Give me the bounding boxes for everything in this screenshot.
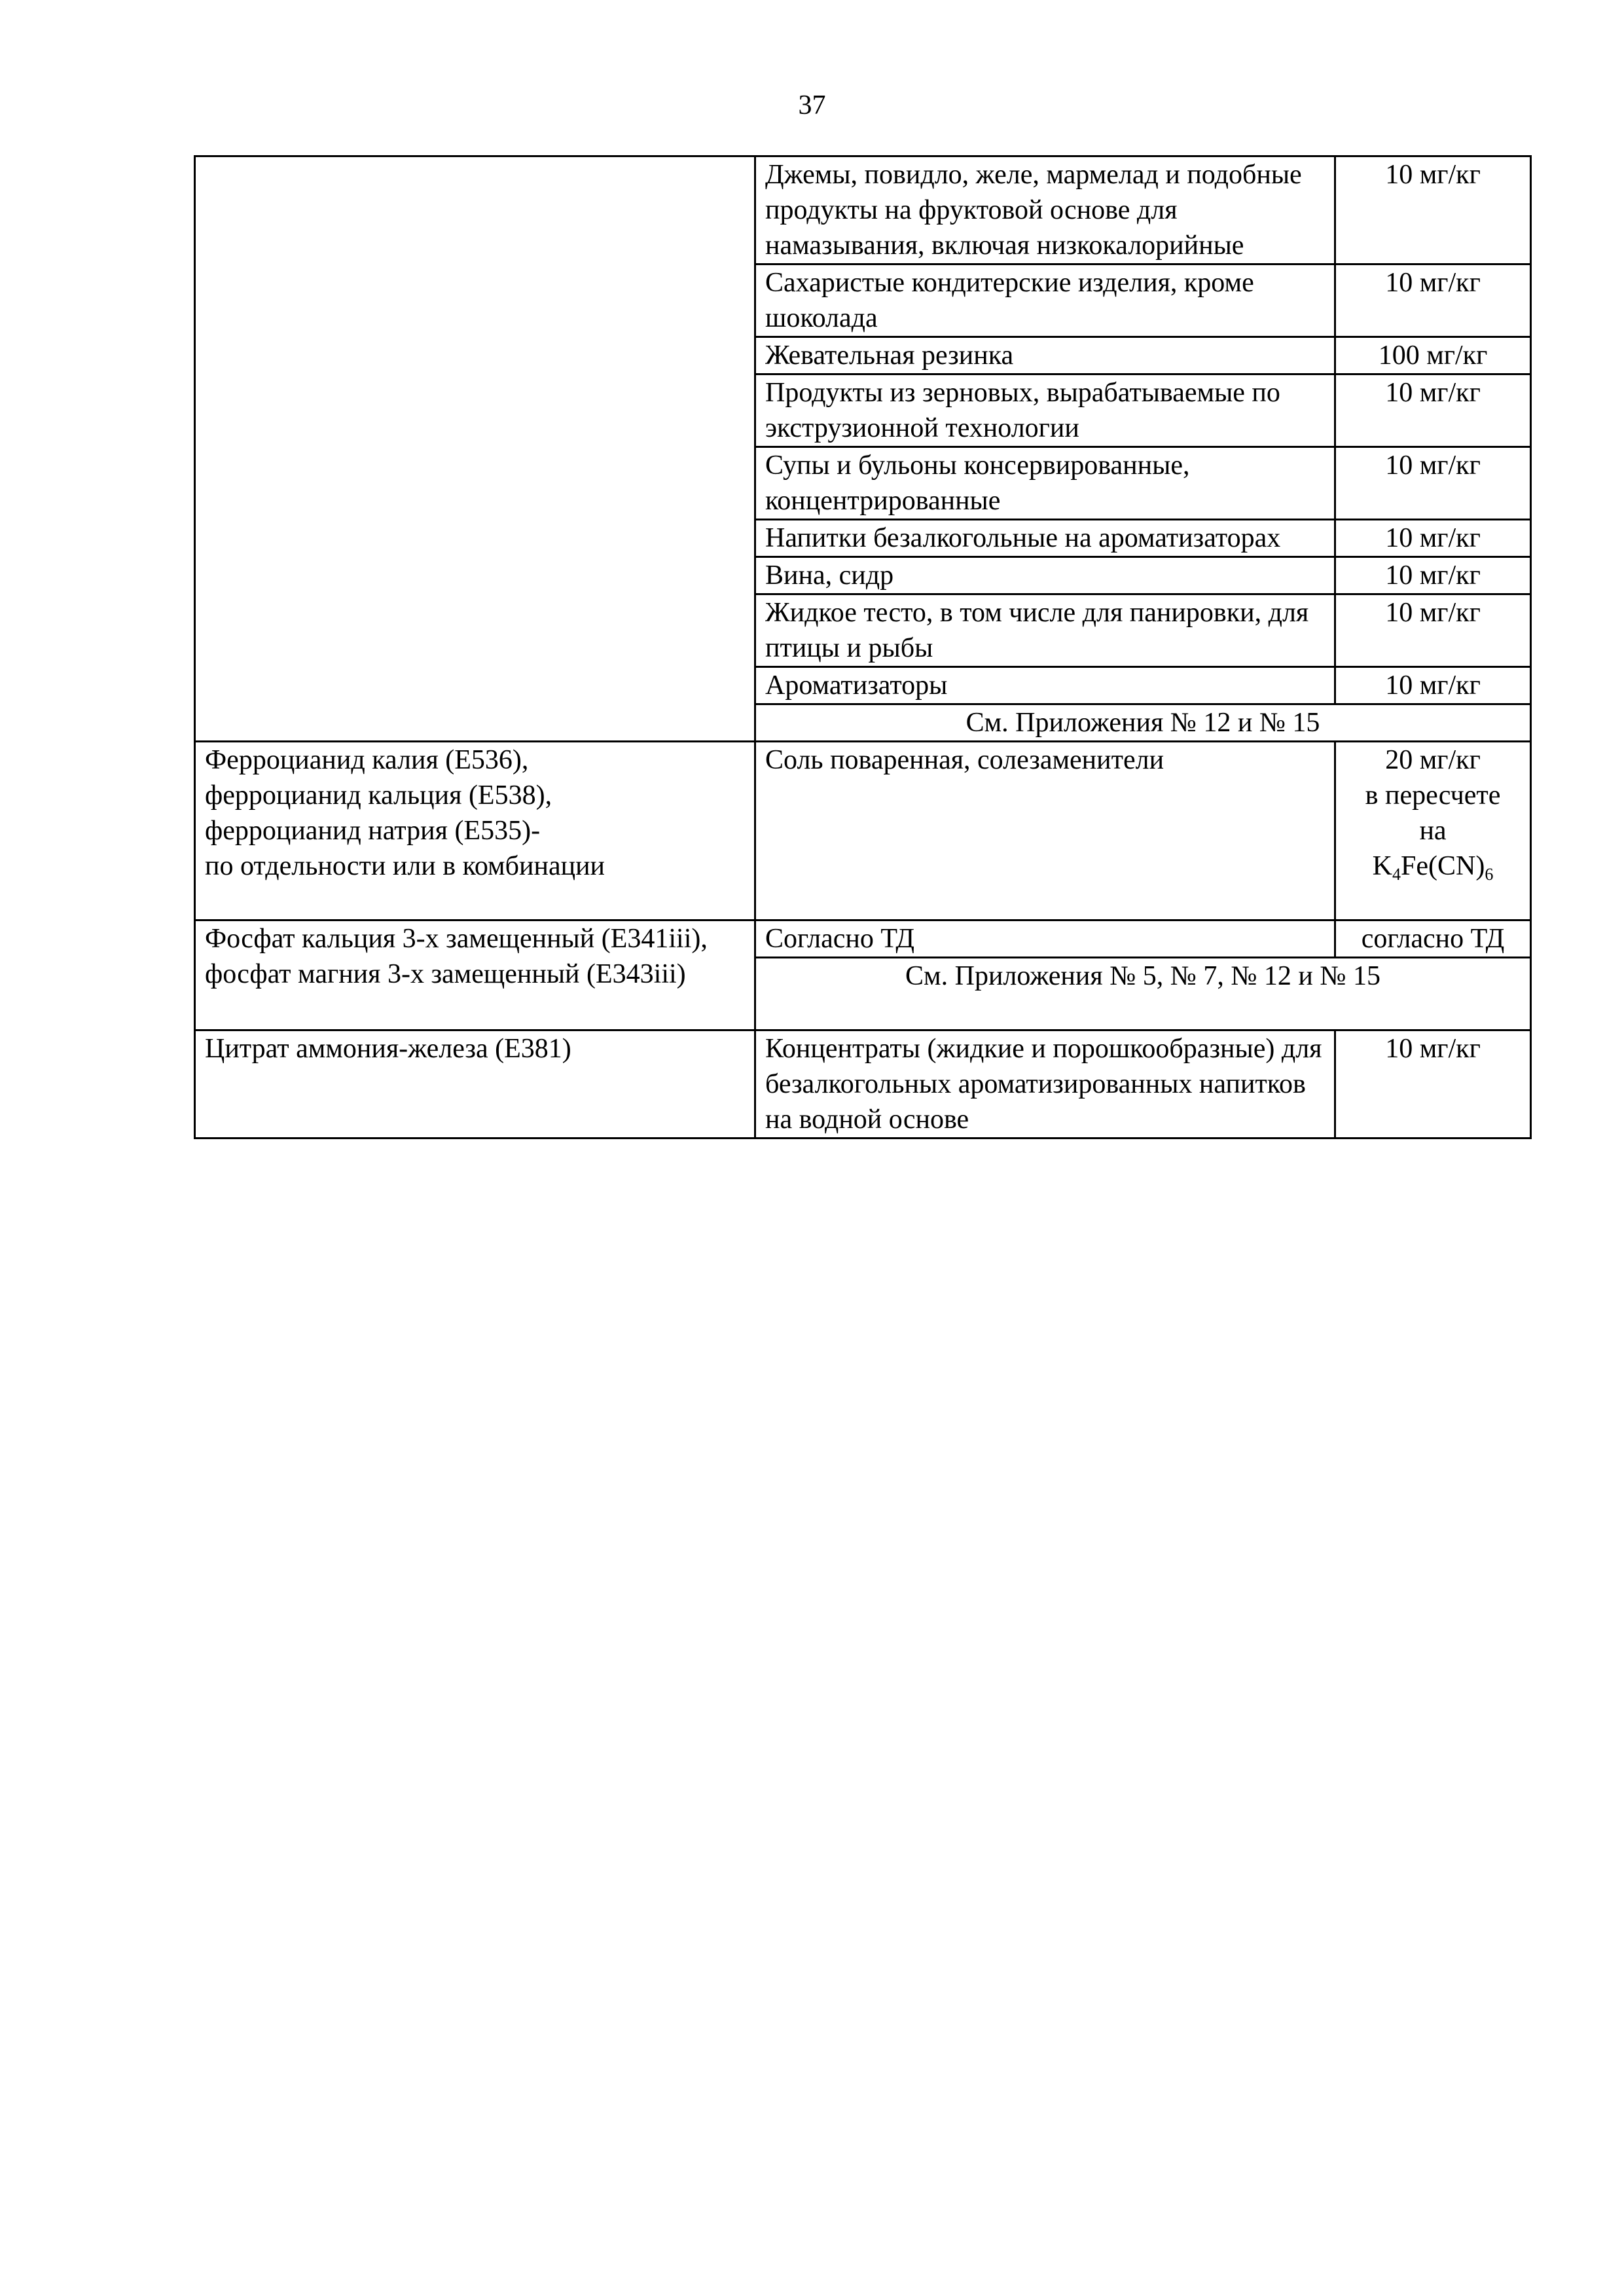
limit-cell: 10 мг/кг bbox=[1335, 667, 1531, 704]
limit-cell: 10 мг/кг bbox=[1335, 156, 1531, 264]
limit-cell: согласно ТД bbox=[1335, 920, 1531, 958]
page-number: 37 bbox=[798, 90, 826, 120]
product-cell: Джемы, повидло, желе, мармелад и подобные продукты на фруктовой основе для намазывания, включая низкокалорийные bbox=[755, 156, 1335, 264]
limit-cell: 10 мг/кг bbox=[1335, 594, 1531, 667]
substance-cell-empty bbox=[195, 156, 755, 742]
appendix-note: См. Приложения № 12 и № 15 bbox=[755, 704, 1531, 742]
product-cell: Согласно ТД bbox=[755, 920, 1335, 958]
limit-value: 20 мг/кг bbox=[1385, 745, 1481, 775]
formula-fe-cn: Fe(CN) bbox=[1401, 851, 1485, 881]
limit-cell: 10 мг/кг bbox=[1335, 374, 1531, 447]
product-cell: Жидкое тесто, в том числе для панировки, для птицы и рыбы bbox=[755, 594, 1335, 667]
limit-cell: 100 мг/кг bbox=[1335, 337, 1531, 374]
product-cell: Супы и бульоны консервированные, концентрированные bbox=[755, 447, 1335, 520]
product-cell: Продукты из зерновых, вырабатываемые по экструзионной технологии bbox=[755, 374, 1335, 447]
substance-cell: Ферроцианид калия (Е536), ферроцианид кальция (Е538), ферроцианид натрия (Е535)- по отдельности или в комбинации bbox=[195, 742, 755, 920]
limit-cell bbox=[1335, 742, 1531, 920]
product-cell: Напитки безалкогольные на ароматизаторах bbox=[755, 520, 1335, 557]
formula-cn-subscript: 6 bbox=[1485, 865, 1494, 884]
limit-cell: 10 мг/кг bbox=[1335, 557, 1531, 594]
product-cell: Соль поваренная, солезаменители bbox=[755, 742, 1335, 920]
formula bbox=[1372, 851, 1494, 884]
table-row bbox=[195, 156, 1531, 264]
product-cell: Сахаристые кондитерские изделия, кроме шоколада bbox=[755, 264, 1335, 337]
formula-k: K bbox=[1372, 851, 1392, 881]
product-cell: Жевательная резинка bbox=[755, 337, 1335, 374]
limit-conversion-on: на bbox=[1419, 816, 1447, 846]
product-cell: Ароматизаторы bbox=[755, 667, 1335, 704]
table-row bbox=[195, 742, 1531, 920]
appendix-note: См. Приложения № 5, № 7, № 12 и № 15 bbox=[755, 958, 1531, 1030]
limit-conversion: в пересчете bbox=[1365, 780, 1501, 811]
limit-cell: 10 мг/кг bbox=[1335, 1030, 1531, 1139]
limit-cell: 10 мг/кг bbox=[1335, 520, 1531, 557]
additives-table bbox=[194, 155, 1532, 1139]
substance-cell: Цитрат аммония-железа (Е381) bbox=[195, 1030, 755, 1139]
limit-cell: 10 мг/кг bbox=[1335, 264, 1531, 337]
limit-cell: 10 мг/кг bbox=[1335, 447, 1531, 520]
substance-cell: Фосфат кальция 3-х замещенный (Е341iii), фосфат магния 3-х замещенный (Е343iii) bbox=[195, 920, 755, 1030]
formula-k-subscript: 4 bbox=[1392, 865, 1401, 884]
table-row bbox=[195, 920, 1531, 958]
product-cell: Концентраты (жидкие и порошкообразные) для безалкогольных ароматизированных напитков на водной основе bbox=[755, 1030, 1335, 1139]
table-row bbox=[195, 1030, 1531, 1139]
product-cell: Вина, сидр bbox=[755, 557, 1335, 594]
